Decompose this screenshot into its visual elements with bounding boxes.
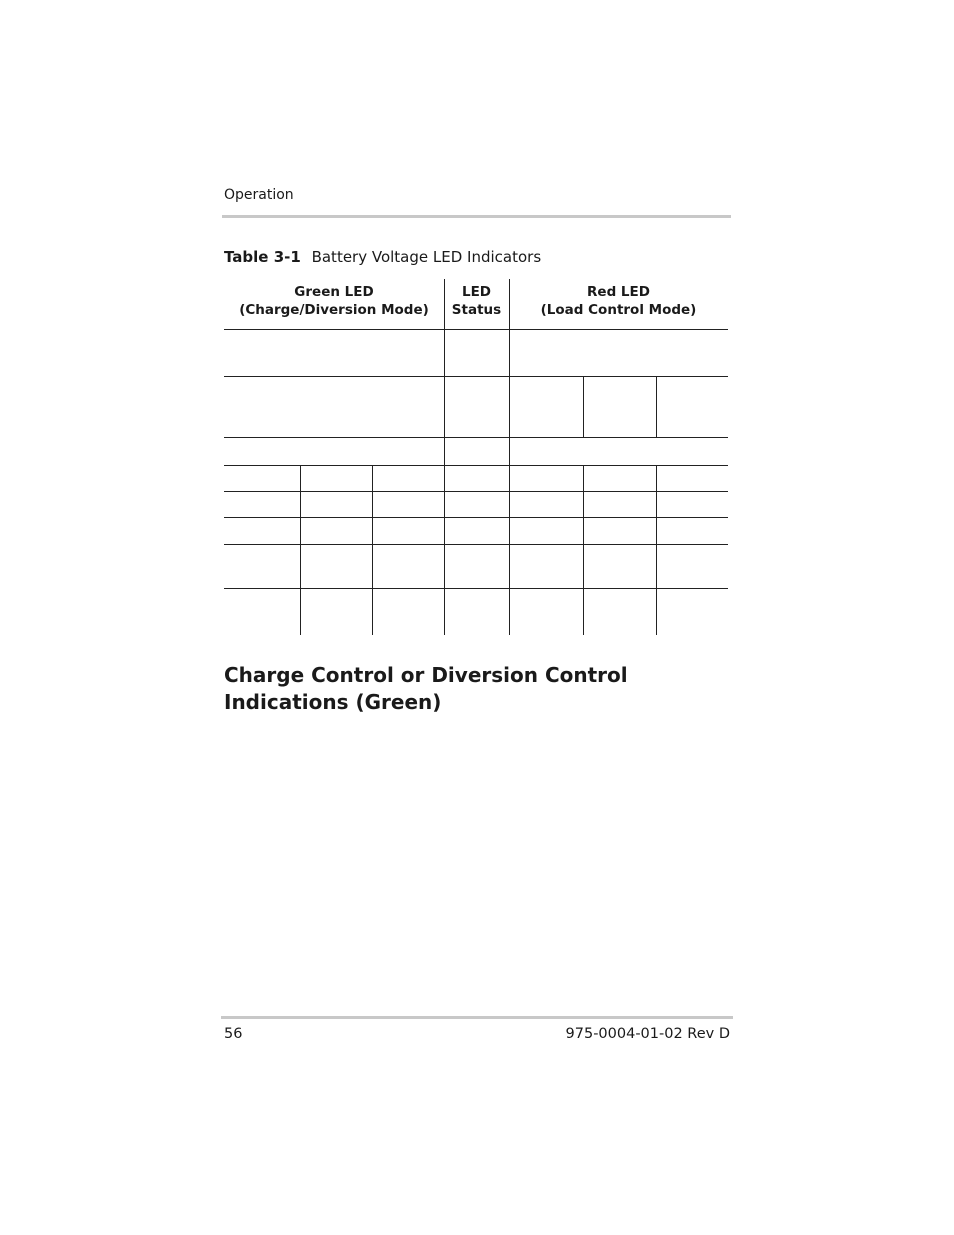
table-divider: [509, 279, 510, 635]
header-green-led-line1: Green LED: [294, 284, 374, 300]
table-divider: [656, 465, 657, 635]
header-rule: [222, 215, 731, 218]
header-led-status-line2: Status: [451, 302, 502, 318]
table-divider: [583, 376, 584, 437]
table-rule: [224, 376, 728, 377]
running-head: Operation: [224, 187, 294, 203]
header-green-led: [224, 283, 444, 319]
section-title: Charge Control or Diversion Control Indications (Green): [224, 663, 628, 714]
page-number: 56: [224, 1026, 243, 1042]
table-divider: [583, 465, 584, 635]
header-red-led-line2: (Load Control Mode): [540, 302, 697, 318]
table-caption-title: Battery Voltage LED Indicators: [311, 248, 542, 266]
table-divider: [300, 465, 301, 635]
header-led-status-line1: LED: [461, 284, 492, 300]
table-divider: [444, 279, 445, 635]
footer-rule: [221, 1016, 733, 1019]
table-divider: [656, 376, 657, 437]
header-green-led-line2: (Charge/Diversion Mode): [239, 302, 429, 318]
table-caption-number: Table 3-1: [224, 248, 301, 266]
header-red-led-line1: Red LED: [587, 284, 650, 300]
table-rule: [224, 329, 728, 330]
document-id: 975-0004-01-02 Rev D: [565, 1026, 730, 1042]
table-rule: [224, 437, 728, 438]
table-caption: [224, 248, 541, 266]
header-red-led: [509, 283, 728, 319]
header-led-status: [444, 283, 509, 319]
table-divider: [372, 465, 373, 635]
